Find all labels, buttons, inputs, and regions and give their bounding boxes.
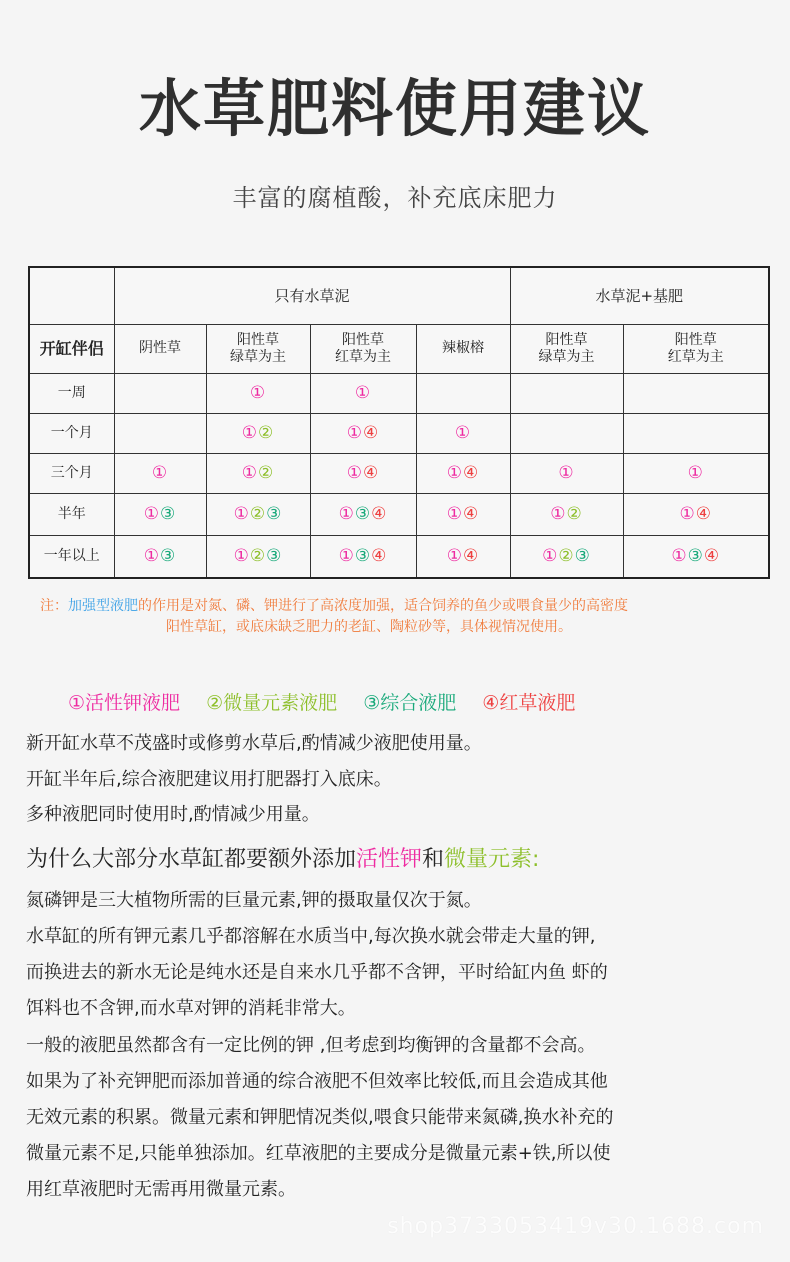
table-cell bbox=[623, 536, 769, 579]
fertilizer-mark: ① bbox=[241, 462, 258, 483]
note-prefix: 注： bbox=[40, 598, 68, 614]
table-cell bbox=[623, 494, 769, 536]
column-header bbox=[310, 325, 416, 374]
table-cell bbox=[310, 454, 416, 494]
group-header-soil-only: 只有水草泥 bbox=[114, 267, 510, 325]
table-row bbox=[29, 454, 769, 494]
table-cell bbox=[310, 374, 416, 414]
table-cell bbox=[416, 454, 510, 494]
table-cell bbox=[114, 494, 206, 536]
fertilizer-mark: ③ bbox=[574, 545, 591, 566]
fertilizer-mark: ① bbox=[687, 462, 704, 483]
body-line: 用红草液肥时无需再用微量元素。 bbox=[26, 1179, 296, 1200]
fertilizer-mark: ① bbox=[446, 462, 463, 483]
table-cell bbox=[623, 414, 769, 454]
fertilizer-mark: ① bbox=[446, 545, 463, 566]
legend-item-redplant: ④红草液肥 bbox=[482, 692, 576, 714]
table-cell bbox=[310, 494, 416, 536]
fertilizer-mark: ① bbox=[346, 422, 363, 443]
fertilizer-mark: ① bbox=[151, 462, 169, 483]
fertilizer-mark: ③ bbox=[354, 503, 372, 524]
table-cell bbox=[206, 374, 310, 414]
fertilizer-mark: ② bbox=[249, 545, 267, 566]
table-cell bbox=[623, 374, 769, 414]
fertilizer-mark: ④ bbox=[463, 545, 480, 566]
fertilizer-mark: ① bbox=[233, 503, 250, 524]
column-header-line: 阳性草 bbox=[545, 331, 588, 348]
body-line: 而换进去的新水无论是纯水还是自来水几乎都不含钾，平时给缸内鱼 虾的 bbox=[26, 962, 608, 983]
table-cell bbox=[416, 494, 510, 536]
table-cell bbox=[416, 536, 510, 579]
table-row bbox=[29, 414, 769, 454]
column-header bbox=[206, 325, 310, 374]
fertilizer-mark: ① bbox=[241, 422, 258, 443]
fertilizer-mark: ① bbox=[671, 545, 688, 566]
fertilizer-mark: ① bbox=[454, 422, 472, 443]
table-row bbox=[29, 494, 769, 536]
table-cell bbox=[114, 454, 206, 494]
table-cell bbox=[310, 414, 416, 454]
table-cell bbox=[416, 414, 510, 454]
fertilizer-mark: ② bbox=[249, 503, 267, 524]
column-header bbox=[623, 325, 769, 374]
partner-header: 开缸伴侣 bbox=[29, 325, 114, 374]
body-line: 如果为了补充钾肥而添加普通的综合液肥不但效率比较低,而且会造成其他 bbox=[26, 1071, 608, 1092]
group-header-soil-base: 水草泥+基肥 bbox=[510, 267, 769, 325]
fertilizer-mark: ② bbox=[258, 422, 275, 443]
fertilizer-mark: ① bbox=[558, 462, 575, 483]
fertilizer-mark: ① bbox=[338, 545, 355, 566]
fertilizer-mark: ① bbox=[143, 503, 160, 524]
table-cell bbox=[114, 374, 206, 414]
table-row bbox=[29, 536, 769, 579]
fertilizer-mark: ④ bbox=[363, 422, 380, 443]
table-cell bbox=[510, 454, 623, 494]
body-line: 饵料也不含钾,而水草对钾的消耗非常大。 bbox=[26, 998, 356, 1019]
page-title: 水草肥料使用建议 bbox=[138, 72, 651, 145]
body-line: 微量元素不足,只能单独添加。红草液肥的主要成分是微量元素+铁,所以使 bbox=[26, 1143, 611, 1164]
heading-trace: 微量元素: bbox=[444, 847, 540, 872]
page-subtitle: 丰富的腐植酸，补充底床肥力 bbox=[232, 184, 558, 212]
fertilizer-schedule-table bbox=[28, 266, 770, 579]
fertilizer-mark: ① bbox=[542, 545, 559, 566]
table-cell bbox=[623, 454, 769, 494]
fertilizer-mark: ④ bbox=[371, 545, 388, 566]
table-cell bbox=[114, 414, 206, 454]
row-label: 一年以上 bbox=[29, 536, 114, 579]
column-header-line: 阴性草 bbox=[139, 340, 181, 357]
table-cell bbox=[310, 536, 416, 579]
column-header-line: 绿草为主 bbox=[230, 349, 286, 365]
fertilizer-mark: ③ bbox=[266, 545, 283, 566]
fertilizer-mark: ③ bbox=[160, 503, 177, 524]
heading-prefix: 为什么大部分水草缸都要额外添加 bbox=[26, 847, 357, 872]
row-label: 半年 bbox=[29, 494, 114, 536]
fertilizer-mark: ④ bbox=[463, 462, 480, 483]
table-cell bbox=[510, 494, 623, 536]
table-cell bbox=[206, 536, 310, 579]
fertilizer-legend bbox=[68, 688, 595, 715]
fertilizer-mark: ④ bbox=[703, 545, 721, 566]
tip-line: 开缸半年后,综合液肥建议用打肥器打入底床。 bbox=[26, 769, 392, 790]
table-cell bbox=[416, 374, 510, 414]
shop-watermark: shop3733053419v30.1688.com bbox=[387, 1214, 764, 1239]
table-note bbox=[40, 596, 760, 638]
fertilizer-mark: ① bbox=[346, 462, 363, 483]
table-cell bbox=[510, 536, 623, 579]
fertilizer-mark: ② bbox=[558, 545, 575, 566]
fertilizer-mark: ① bbox=[233, 545, 250, 566]
note-highlight: 加强型液肥 bbox=[68, 598, 138, 614]
fertilizer-mark: ④ bbox=[463, 503, 480, 524]
table-cell bbox=[206, 454, 310, 494]
fertilizer-mark: ② bbox=[566, 503, 583, 524]
row-label: 一周 bbox=[29, 374, 114, 414]
section-heading bbox=[26, 842, 539, 873]
column-header-line: 阳性草 bbox=[674, 331, 717, 348]
fertilizer-mark: ③ bbox=[354, 545, 372, 566]
fertilizer-mark: ① bbox=[550, 503, 567, 524]
table-corner bbox=[29, 267, 114, 325]
column-header-line: 绿草为主 bbox=[538, 349, 595, 365]
fertilizer-mark: ③ bbox=[266, 503, 283, 524]
tip-line: 新开缸水草不茂盛时或修剪水草后,酌情减少液肥使用量。 bbox=[26, 733, 482, 754]
table-row bbox=[29, 374, 769, 414]
fertilizer-mark: ② bbox=[258, 462, 275, 483]
column-header-line: 辣椒榕 bbox=[442, 340, 484, 357]
table-cell bbox=[510, 414, 623, 454]
column-header-line: 红草为主 bbox=[335, 349, 391, 365]
body-line: 水草缸的所有钾元素几乎都溶解在水质当中,每次换水就会带走大量的钾, bbox=[26, 926, 596, 947]
row-label: 一个月 bbox=[29, 414, 114, 454]
tip-line: 多种液肥同时使用时,酌情减少用量。 bbox=[26, 804, 320, 825]
heading-potassium: 活性钾 bbox=[356, 847, 423, 872]
body-line: 氮磷钾是三大植物所需的巨量元素,钾的摄取量仅次于氮。 bbox=[26, 890, 482, 911]
legend-item-trace: ②微量元素液肥 bbox=[206, 692, 338, 714]
column-header-line: 阳性草 bbox=[342, 331, 384, 348]
table-cell bbox=[206, 414, 310, 454]
fertilizer-mark: ① bbox=[249, 382, 267, 403]
table-cell bbox=[206, 494, 310, 536]
fertilizer-mark: ④ bbox=[371, 503, 388, 524]
row-label: 三个月 bbox=[29, 454, 114, 494]
fertilizer-mark: ① bbox=[446, 503, 463, 524]
column-header bbox=[510, 325, 623, 374]
fertilizer-mark: ④ bbox=[363, 462, 380, 483]
legend-item-potassium: ①活性钾液肥 bbox=[68, 692, 181, 714]
column-header-line: 阳性草 bbox=[237, 331, 279, 348]
column-header bbox=[114, 325, 206, 374]
fertilizer-mark: ③ bbox=[160, 545, 177, 566]
note-line2: 阳性草缸，或底床缺乏肥力的老缸、陶粒砂等，具体视情况使用。 bbox=[166, 619, 572, 635]
fertilizer-mark: ④ bbox=[695, 503, 713, 524]
body-line: 一般的液肥虽然都含有一定比例的钾 ,但考虑到均衡钾的含量都不会高。 bbox=[26, 1035, 596, 1056]
fertilizer-mark: ③ bbox=[687, 545, 704, 566]
fertilizer-mark: ① bbox=[679, 503, 696, 524]
fertilizer-mark: ① bbox=[354, 382, 372, 403]
table-cell bbox=[114, 536, 206, 579]
body-line: 无效元素的积累。微量元素和钾肥情况类似,喂食只能带来氮磷,换水补充的 bbox=[26, 1107, 614, 1128]
table-cell bbox=[510, 374, 623, 414]
note-line1: 的作用是对氮、磷、钾进行了高浓度加强，适合饲养的鱼少或喂食量少的高密度 bbox=[138, 598, 628, 614]
column-header bbox=[416, 325, 510, 374]
fertilizer-mark: ① bbox=[338, 503, 355, 524]
column-header-line: 红草为主 bbox=[667, 349, 724, 365]
heading-and: 和 bbox=[422, 847, 445, 872]
fertilizer-mark: ① bbox=[143, 545, 160, 566]
legend-item-complex: ③综合液肥 bbox=[363, 692, 457, 714]
